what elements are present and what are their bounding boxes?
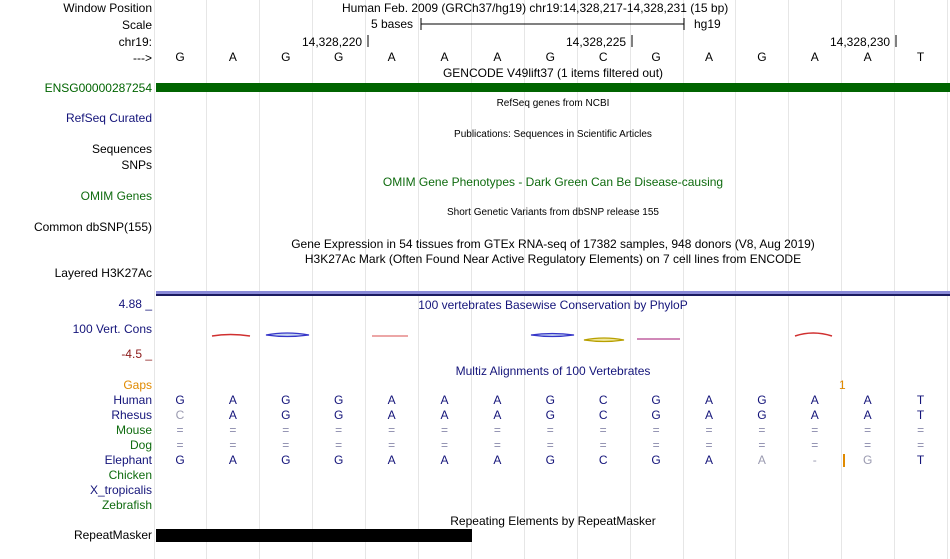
alignment-base: = <box>282 423 290 437</box>
alignment-base: = <box>229 423 237 437</box>
alignment-base: = <box>811 423 819 437</box>
reference-base: G <box>757 50 767 64</box>
cons-wiggle <box>266 333 309 337</box>
alignment-base: = <box>493 438 501 452</box>
alignment-base: = <box>864 438 872 452</box>
alignment-base: A <box>387 393 396 407</box>
gencode-track-title[interactable]: GENCODE V49lift37 (1 items filtered out) <box>442 66 664 80</box>
alignment-base: G <box>281 393 291 407</box>
snps-label[interactable]: SNPs <box>121 158 152 172</box>
alignment-base: G <box>545 393 555 407</box>
layered-h3k27ac-label[interactable]: Layered H3K27Ac <box>54 266 152 280</box>
reference-base: A <box>810 50 819 64</box>
repeatmasker-label[interactable]: RepeatMasker <box>73 528 152 542</box>
alignment-base: G <box>334 453 344 467</box>
species-label[interactable]: Mouse <box>115 423 152 437</box>
strand-arrow-label: ---> <box>133 51 152 65</box>
alignment-base: = <box>599 438 607 452</box>
species-label[interactable]: X_tropicalis <box>89 483 152 497</box>
alignment-base: C <box>598 393 608 407</box>
alignment-base: = <box>176 438 184 452</box>
alignment-base: T <box>916 393 925 407</box>
alignment-base: A <box>228 393 237 407</box>
reference-base: A <box>440 50 449 64</box>
alignment-base: G <box>545 453 555 467</box>
phylop-track-title[interactable]: 100 vertebrates Basewise Conservation by PhyloP <box>418 298 688 312</box>
alignment-base: = <box>440 438 448 452</box>
cons-wiggle <box>212 335 250 337</box>
alignment-base: A <box>228 408 237 422</box>
coord-label: 14,328,230 <box>830 35 891 49</box>
insertion-marker <box>843 454 845 467</box>
repeatmasker-track-title[interactable]: Repeating Elements by RepeatMasker <box>450 514 656 528</box>
cons-wiggle <box>795 333 832 336</box>
alignment-base: = <box>493 423 501 437</box>
reference-base: G <box>281 50 291 64</box>
coord-label: 14,328,225 <box>566 35 627 49</box>
alignment-base: A <box>704 393 713 407</box>
alignment-base: = <box>388 423 396 437</box>
cons-track-label[interactable]: 100 Vert. Cons <box>72 322 152 336</box>
common-dbsnp-label[interactable]: Common dbSNP(155) <box>33 220 152 234</box>
refseq-curated-label[interactable]: RefSeq Curated <box>65 111 152 125</box>
reference-base: A <box>704 50 713 64</box>
reference-base: C <box>598 50 608 64</box>
sequences-label[interactable]: Sequences <box>91 142 152 156</box>
publications-track-title[interactable]: Publications: Sequences in Scientific Articles <box>454 129 652 140</box>
reference-base: A <box>863 50 872 64</box>
alignment-base: G <box>651 408 661 422</box>
gencode-item-label[interactable]: ENSG00000287254 <box>44 81 152 95</box>
alignment-base: = <box>546 423 554 437</box>
cons-max-label: 4.88 _ <box>118 297 152 311</box>
alignment-base: = <box>917 423 925 437</box>
alignment-base: = <box>335 438 343 452</box>
species-label[interactable]: Zebrafish <box>101 498 152 512</box>
alignment-base: A <box>704 453 713 467</box>
reference-base: G <box>545 50 555 64</box>
alignment-base: - <box>812 453 817 467</box>
alignment-base: G <box>175 393 185 407</box>
alignment-base: = <box>440 423 448 437</box>
alignment-base: G <box>651 453 661 467</box>
dbsnp-track-title[interactable]: Short Genetic Variants from dbSNP release 155 <box>447 207 659 218</box>
alignment-base: G <box>757 393 767 407</box>
assembly-title: Human Feb. 2009 (GRCh37/hg19) chr19:14,328,217-14,328,231 (15 bp) <box>342 1 729 15</box>
species-label[interactable]: Human <box>113 393 152 407</box>
window-position-label: Window Position <box>63 1 152 15</box>
reference-base: G <box>334 50 344 64</box>
alignment-base: = <box>811 438 819 452</box>
alignment-base: A <box>228 453 237 467</box>
reference-base: A <box>387 50 396 64</box>
alignment-base: G <box>281 408 291 422</box>
alignment-base: = <box>652 438 660 452</box>
scale-label: Scale <box>121 18 152 32</box>
reference-base: A <box>228 50 237 64</box>
alignment-base: = <box>864 423 872 437</box>
alignment-base: A <box>440 453 449 467</box>
alignment-base: A <box>440 408 449 422</box>
refseq-track-title[interactable]: RefSeq genes from NCBI <box>496 98 610 109</box>
alignment-base: G <box>863 453 873 467</box>
alignment-base: = <box>705 423 713 437</box>
alignment-base: G <box>334 408 344 422</box>
alignment-base: A <box>387 408 396 422</box>
alignment-base: G <box>334 393 344 407</box>
alignment-base: T <box>916 453 925 467</box>
alignment-base: G <box>175 453 185 467</box>
alignment-base: = <box>388 438 396 452</box>
chrom-label: chr19: <box>118 35 152 49</box>
alignment-base: A <box>704 408 713 422</box>
species-label[interactable]: Chicken <box>108 468 152 482</box>
alignment-base: C <box>598 453 608 467</box>
cons-wiggle <box>531 334 574 337</box>
alignment-base: A <box>863 408 872 422</box>
alignment-base: A <box>493 408 502 422</box>
alignment-base: G <box>545 408 555 422</box>
alignment-base: A <box>493 453 502 467</box>
alignment-base: C <box>598 408 608 422</box>
gaps-label[interactable]: Gaps <box>123 378 152 392</box>
alignment-base: G <box>651 393 661 407</box>
alignment-base: A <box>757 453 766 467</box>
omim-genes-label[interactable]: OMIM Genes <box>80 189 152 203</box>
alignment-base: = <box>282 438 290 452</box>
species-label[interactable]: Elephant <box>104 453 152 467</box>
omim-track-title[interactable]: OMIM Gene Phenotypes - Dark Green Can Be Disease-causing <box>382 175 724 189</box>
h3k27ac-track-title[interactable]: H3K27Ac Mark (Often Found Near Active Regulatory Elements) on 7 cell lines from ENCODE <box>304 252 802 266</box>
scale-text: 5 bases <box>371 17 414 31</box>
alignment-base: A <box>440 393 449 407</box>
repeat-element-bar[interactable] <box>156 529 472 542</box>
alignment-base: = <box>758 423 766 437</box>
alignment-base: = <box>917 438 925 452</box>
reference-base: A <box>493 50 502 64</box>
alignment-base: = <box>335 423 343 437</box>
alignment-base: A <box>493 393 502 407</box>
alignment-base: = <box>599 423 607 437</box>
gtex-track-title[interactable]: Gene Expression in 54 tissues from GTEx RNA-seq of 17382 samples, 948 donors (V8, Aug 2019) <box>291 237 815 251</box>
alignment-base: = <box>652 423 660 437</box>
alignment-base: = <box>176 423 184 437</box>
scale-bar <box>0 0 950 60</box>
alignment-base: A <box>810 393 819 407</box>
alignment-base: T <box>916 408 925 422</box>
alignment-base: = <box>758 438 766 452</box>
reference-base: T <box>916 50 925 64</box>
coord-label: 14,328,220 <box>302 35 363 49</box>
alignment-base: A <box>810 408 819 422</box>
multiz-track-title[interactable]: Multiz Alignments of 100 Vertebrates <box>455 364 651 378</box>
alignment-base: = <box>229 438 237 452</box>
reference-base: G <box>651 50 661 64</box>
alignment-base: = <box>705 438 713 452</box>
cons-min-label: -4.5 _ <box>121 347 152 361</box>
alignment-base: A <box>863 393 872 407</box>
species-label[interactable]: Rhesus <box>111 408 152 422</box>
reference-base: G <box>175 50 185 64</box>
alignment-base: = <box>546 438 554 452</box>
alignment-base: G <box>757 408 767 422</box>
species-label[interactable]: Dog <box>129 438 152 452</box>
alignment-base: A <box>387 453 396 467</box>
scale-db: hg19 <box>694 17 721 31</box>
alignment-base: C <box>175 408 185 422</box>
gap-count: 1 <box>839 378 846 392</box>
alignment-base: G <box>281 453 291 467</box>
cons-wiggle <box>584 338 624 342</box>
